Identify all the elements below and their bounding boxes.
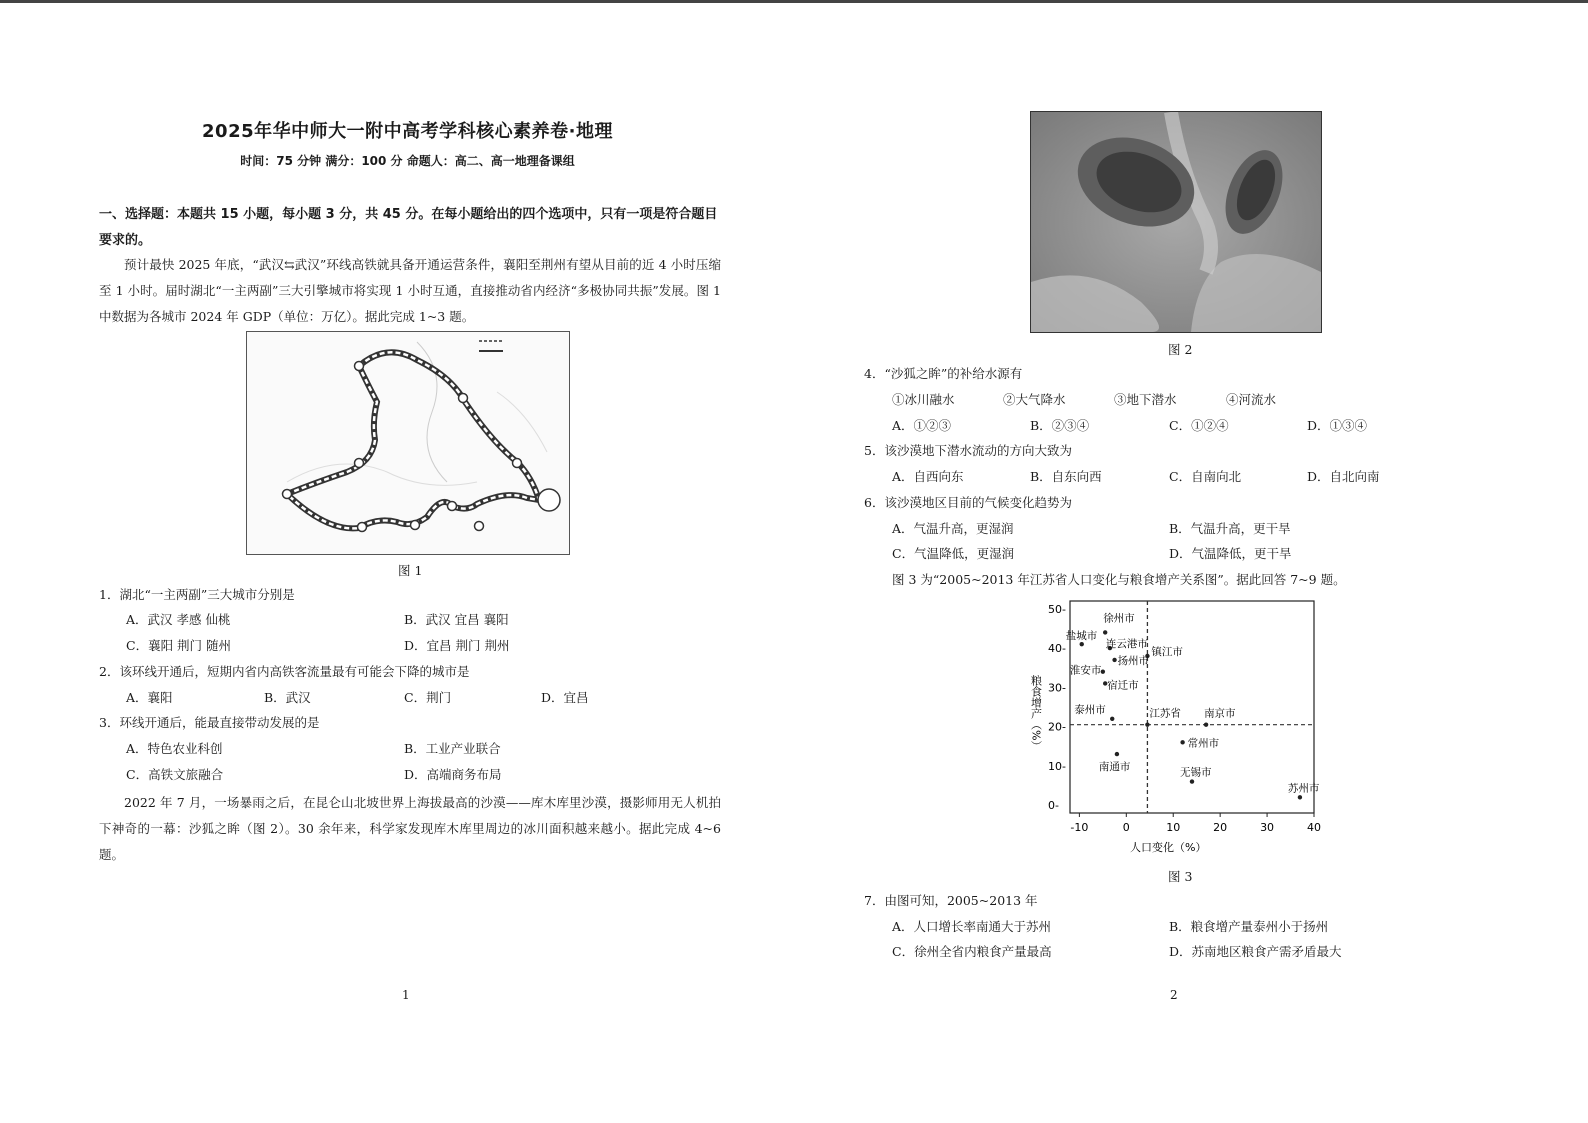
point-label: 泰州市 (1074, 703, 1106, 716)
data-point (1190, 779, 1194, 783)
question-6-option-d[interactable]: D．气温降低，更干旱 (1169, 546, 1292, 561)
x-tick-label: -10 (1070, 821, 1089, 834)
question-7-option-a[interactable]: A．人口增长率南通大于苏州 (892, 919, 1052, 934)
question-7-option-d[interactable]: D．苏南地区粮食产需矛盾最大 (1169, 944, 1342, 959)
passage-1: 预计最快 2025 年底，“武汉⇆武汉”环线高铁就具备开通运营条件，襄阳至荆州有望从目前的近 4 小时压缩至 1 小时。届时湖北“一主两副”三大引擎城市将实现 1 小时互通，直接推动省内经济“多极协同共振”发展。图 1 中数据为各城市 2024 年 GDP（单位：万亿）。据此完成 1~3 题。 (99, 257, 721, 324)
data-point (1180, 740, 1184, 744)
figure-3-chart (1030, 595, 1330, 860)
data-point (1112, 658, 1116, 662)
question-1-option-c[interactable]: C．襄阳 荆门 随州 (126, 638, 232, 653)
x-axis-label: 人口变化（%） (1130, 841, 1207, 854)
question-7-option-c[interactable]: C．徐州全省内粮食产量最高 (892, 944, 1052, 959)
question-4-option-c[interactable]: C．①②④ (1169, 418, 1229, 433)
city-yichang-marker (283, 490, 292, 499)
question-3-option-c[interactable]: C．高铁文旅融合 (126, 767, 224, 782)
desert-eye-photo-svg (1031, 112, 1321, 332)
exam-subtitle: 时间：75 分钟 满分：100 分 命题人：高二、高一地理备课组 (240, 154, 575, 168)
question-3-stem: 3．环线开通后，能最直接带动发展的是 (99, 715, 320, 730)
y-tick-label: 50- (1048, 602, 1066, 616)
point-label: 淮安市 (1069, 664, 1102, 677)
y-axis-label: 粮食增产（%） (1030, 675, 1043, 752)
right-page (794, 0, 1588, 1123)
city-xiaogan-marker (513, 459, 522, 468)
city-wuhan-marker (538, 489, 560, 511)
data-point (1145, 722, 1149, 726)
question-5-stem: 5．该沙漠地下潜水流动的方向大致为 (864, 443, 1072, 458)
y-tick-label: 40- (1048, 642, 1066, 656)
data-point (1080, 642, 1084, 646)
ring-route-outer (287, 352, 539, 528)
page-number-1: 1 (402, 988, 410, 1002)
question-2-option-b[interactable]: B．武汉 (264, 690, 311, 705)
x-tick-label: 10 (1166, 821, 1181, 834)
question-1-option-a[interactable]: A．武汉 孝感 仙桃 (126, 612, 231, 627)
question-4-option-d[interactable]: D．①③④ (1307, 418, 1368, 433)
question-4-item-1: ①冰川融水 (892, 392, 955, 407)
question-1-stem: 1．湖北“一主两副”三大城市分别是 (99, 587, 295, 602)
point-label: 南京市 (1204, 707, 1236, 720)
question-4-stem: 4．“沙狐之眸”的补给水源有 (864, 366, 1023, 381)
question-3-option-d[interactable]: D．高端商务布局 (404, 767, 502, 782)
city-tianmen-marker (448, 502, 457, 511)
question-4-item-4: ④河流水 (1226, 392, 1277, 407)
data-point (1110, 717, 1114, 721)
passage-2: 2022 年 7 月，一场暴雨之后，在昆仑山北坡世界上海拔最高的沙漠——库木库里沙漠，摄影师用无人机拍下神奇的一幕：沙狐之眸（图 2）。30 余年来，科学家发现库木库里周边的冰川面积越来越小。据此完成 4~6 题。 (99, 795, 721, 862)
page-number-2: 2 (1170, 988, 1178, 1002)
point-label: 宿迁市 (1107, 679, 1139, 692)
x-tick-label: 40 (1307, 821, 1321, 834)
point-label: 徐州市 (1103, 612, 1135, 625)
x-tick-label: 0 (1122, 821, 1130, 834)
y-tick-label: 0- (1048, 799, 1059, 813)
y-tick-label: 20- (1048, 720, 1066, 734)
point-label: 连云港市 (1105, 638, 1148, 651)
point-label: 苏州市 (1287, 782, 1320, 795)
point-label: 镇江市 (1151, 645, 1183, 658)
question-4-item-2: ②大气降水 (1003, 392, 1066, 407)
ring-route-inner (287, 352, 539, 528)
city-jingmen-marker (355, 459, 364, 468)
y-tick-label: 10- (1048, 759, 1066, 773)
question-6-option-c[interactable]: C．气温降低，更湿润 (892, 546, 1015, 561)
question-2-option-c[interactable]: C．荆门 (404, 690, 452, 705)
point-label: 扬州市 (1117, 654, 1150, 667)
data-point (1204, 722, 1208, 726)
terrain-line (497, 392, 547, 452)
city-suizhou-marker (459, 394, 468, 403)
x-tick-label: 20 (1213, 821, 1228, 834)
scatter-chart-svg (1030, 595, 1330, 860)
question-7-option-b[interactable]: B．粮食增产量泰州小于扬州 (1169, 919, 1329, 934)
city-qianjiang-marker (411, 521, 420, 530)
question-5-option-b[interactable]: B．自东向西 (1030, 469, 1102, 484)
question-1-option-d[interactable]: D．宜昌 荆门 荆州 (404, 638, 510, 653)
question-4-option-a[interactable]: A．①②③ (892, 418, 952, 433)
point-label: 常州市 (1187, 737, 1220, 750)
city-xiantao-marker (475, 522, 484, 531)
question-5-option-a[interactable]: A．自西向东 (892, 469, 964, 484)
figure-3-caption: 图 3 (1168, 869, 1193, 884)
point-label: 南通市 (1098, 761, 1131, 774)
section-heading: 一、选择题：本题共 15 小题，每小题 3 分，共 45 分。在每小题给出的四个选项中，只有一项是符合题目要求的。 (99, 207, 718, 248)
question-6-option-b[interactable]: B．气温升高，更干旱 (1169, 521, 1291, 536)
figure-2-photo (1030, 111, 1322, 333)
question-1-option-b[interactable]: B．武汉 宜昌 襄阳 (404, 612, 509, 627)
figure-1-caption: 图 1 (398, 563, 423, 578)
city-jingzhou-marker (358, 523, 367, 532)
question-5-option-d[interactable]: D．自北向南 (1307, 469, 1380, 484)
data-point (1298, 795, 1302, 799)
figure-2-caption: 图 2 (1168, 342, 1193, 357)
city-xiangyang-marker (355, 362, 364, 371)
question-2-stem: 2．该环线开通后，短期内省内高铁客流量最有可能会下降的城市是 (99, 664, 470, 679)
railway-map-svg (247, 332, 569, 554)
question-6-option-a[interactable]: A．气温升高，更湿润 (892, 521, 1014, 536)
question-3-option-b[interactable]: B．工业产业联合 (404, 741, 501, 756)
data-point (1115, 752, 1119, 756)
x-tick-label: 30 (1260, 821, 1275, 834)
point-label: 江苏省 (1149, 707, 1181, 720)
y-tick-label: 30- (1048, 681, 1066, 695)
question-6-stem: 6．该沙漠地区目前的气候变化趋势为 (864, 495, 1072, 510)
data-point (1103, 630, 1107, 634)
point-label: 无锡市 (1180, 766, 1212, 779)
question-2-option-d[interactable]: D．宜昌 (541, 690, 589, 705)
question-4-option-b[interactable]: B．②③④ (1030, 418, 1090, 433)
question-5-option-c[interactable]: C．自南向北 (1169, 469, 1242, 484)
question-3-option-a[interactable]: A．特色农业科创 (126, 741, 223, 756)
figure-1-map (246, 331, 570, 555)
exam-title: 2025年华中师大一附中高考学科核心素养卷·地理 (202, 121, 613, 142)
question-2-option-a[interactable]: A．襄阳 (126, 690, 173, 705)
question-4-item-3: ③地下潜水 (1114, 392, 1177, 407)
point-label: 盐城市 (1065, 630, 1098, 643)
figure-3-intro: 图 3 为“2005~2013 年江苏省人口变化与粮食增产关系图”。据此回答 7~9 题。 (892, 572, 1346, 587)
question-7-stem: 7．由图可知，2005~2013 年 (864, 893, 1038, 908)
